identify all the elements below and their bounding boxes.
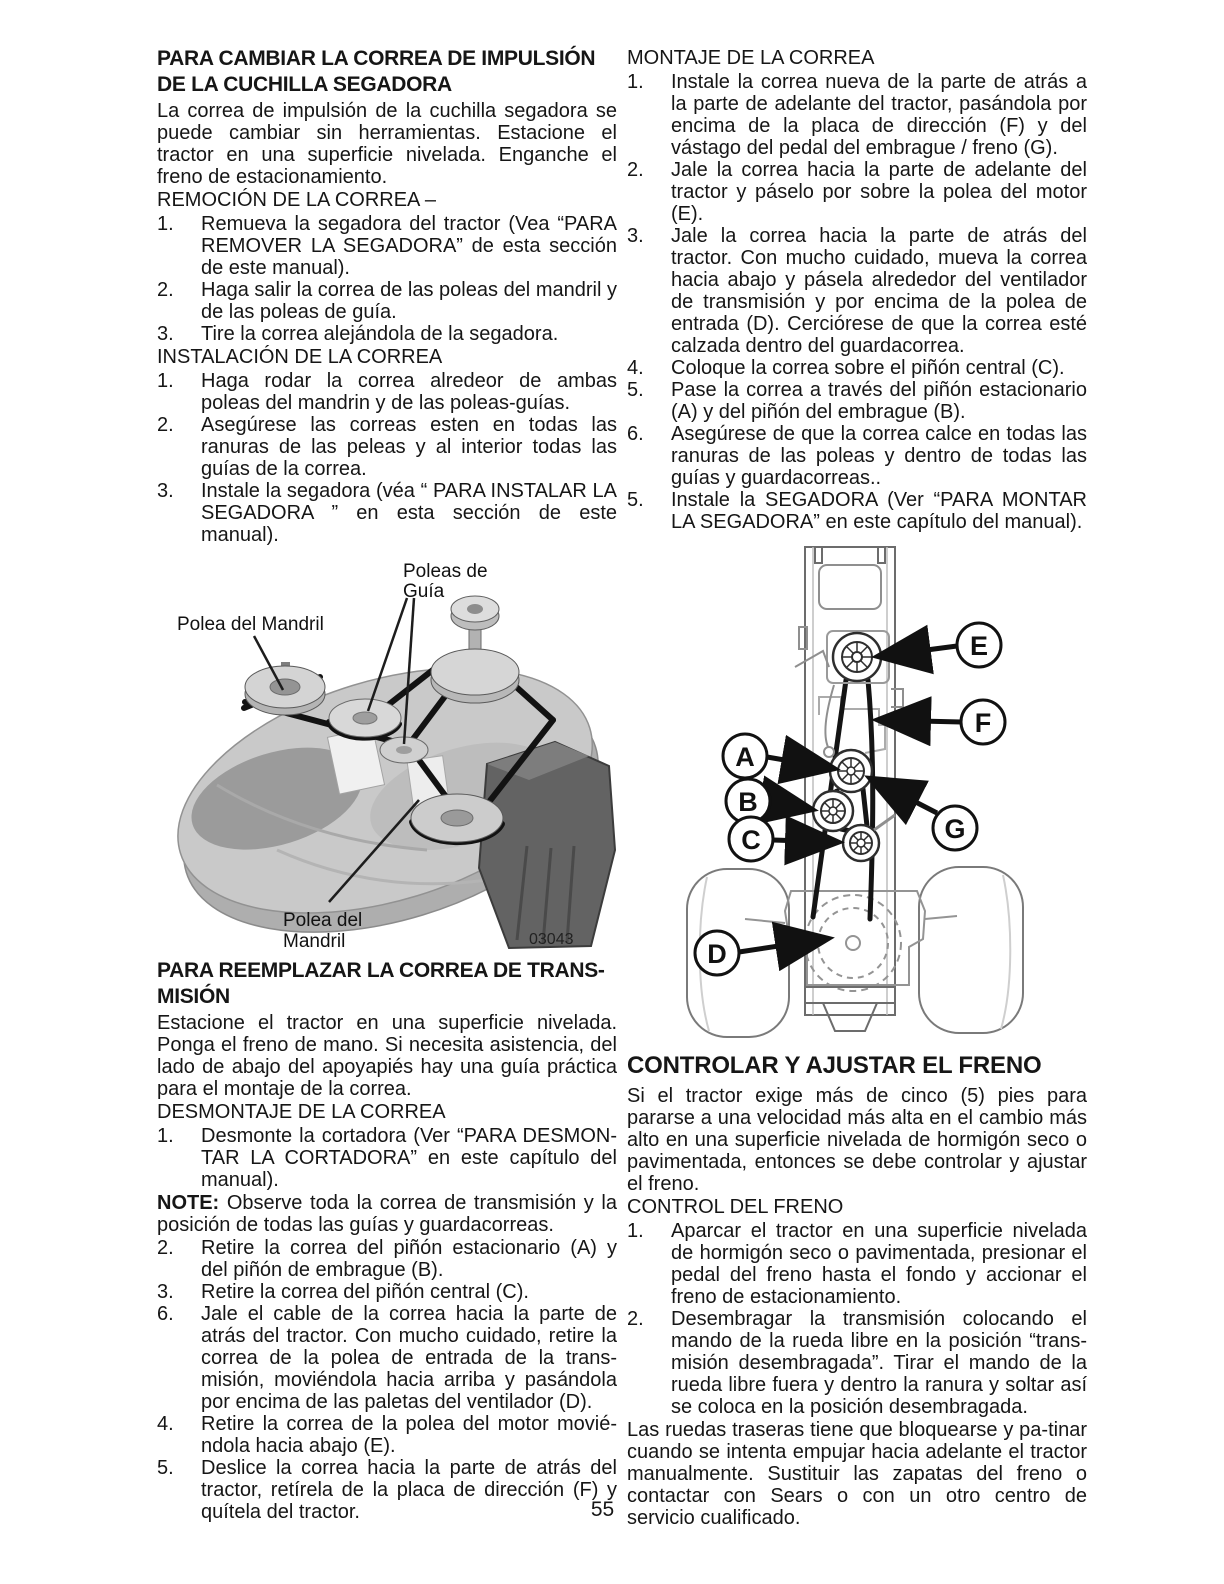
list-item-text: Jale la correa hacia la parte de atrás del tractor. Con mucho cuidado, mueva la correa hacia abajo y pásela alrededor del ventilador de transmisión y por encima de la polea de entrada (D). Cerciórese de que la correa esté calzada dentro del guardacorrea. xyxy=(671,225,1087,357)
note-label: NOTE: xyxy=(157,1192,220,1214)
label-spindle-pulley-bottom-line2: Mandril xyxy=(283,931,346,952)
list-item xyxy=(627,71,1087,159)
list-item xyxy=(627,225,1087,357)
list-item xyxy=(627,1220,1087,1308)
callout-f xyxy=(961,700,1005,744)
list-item xyxy=(157,213,617,279)
tractor-belt-illustration xyxy=(627,539,1087,1039)
list-item-text: Asegúrese de que la correa calce en todas las ranuras de las poleas y dentro de todas las guías y guardacorreas.. xyxy=(671,423,1087,489)
list-item-text: Instale la SEGADORA (Ver “PARA MONTAR LA SEGADORA” en este capítulo del manual). xyxy=(671,489,1087,533)
label-guide-pulleys-line2: Guía xyxy=(403,581,445,602)
list-item-text: Instale la segadora (véa “ PARA INSTALAR LA SEGADORA ” en esta sección de este manual). xyxy=(201,480,617,546)
paragraph-freno-closing: Las ruedas traseras tiene que bloquearse y pa-tinar cuando se intenta empujar hacia adelante el tractor manualmente. Sustituir las zapatas del freno o contactar con Sears o con un otro centro de servicio cualificado. xyxy=(627,1419,1087,1529)
list-instalacion xyxy=(157,370,617,546)
list-item-number: 2. xyxy=(627,159,644,181)
list-montaje xyxy=(627,71,1087,533)
section-heading-reemplazar-correa: PARA REEMPLAZAR LA CORREA DE TRANS-MISIÓN xyxy=(157,959,605,1008)
list-item xyxy=(157,1237,617,1281)
label-spindle-pulley-bottom-line1: Polea del xyxy=(283,910,363,931)
list-item xyxy=(157,323,617,345)
svg-text:F: F xyxy=(974,708,992,738)
list-item-number: 2. xyxy=(157,279,174,301)
idler-pulley-center xyxy=(329,699,401,737)
list-remocion xyxy=(157,213,617,345)
list-item xyxy=(157,1413,617,1457)
list-item-text: Retire la correa del piñón central (C). xyxy=(201,1281,529,1303)
callout-a xyxy=(723,734,767,778)
list-control-freno xyxy=(627,1220,1087,1418)
list-item-number: 1. xyxy=(157,213,174,235)
list-item-text: Coloque la correa sobre el piñón central (C). xyxy=(671,357,1065,379)
list-item-number: 2. xyxy=(157,1237,174,1259)
list-item xyxy=(157,1281,617,1303)
list-item-number: 3. xyxy=(157,323,174,345)
label-guide-pulleys-line1: Poleas de xyxy=(403,561,488,582)
svg-text:A: A xyxy=(735,742,755,772)
guide-pulley-assembly xyxy=(431,596,519,703)
list-item xyxy=(157,279,617,323)
subheading-instalacion: INSTALACIÓN DE LA CORREA xyxy=(157,346,443,368)
list-item-number: 3. xyxy=(157,1281,174,1303)
list-item-number: 5. xyxy=(627,489,644,511)
list-item-number: 1. xyxy=(157,1125,174,1147)
figure-code: 03043 xyxy=(529,931,574,948)
list-item xyxy=(157,1125,617,1191)
label-spindle-pulley-top: Polea del Mandril xyxy=(177,614,324,635)
list-item xyxy=(157,414,617,480)
section-heading-controlar-freno: CONTROLAR Y AJUSTAR EL FRENO xyxy=(627,1052,1042,1079)
list-item-number: 1. xyxy=(157,370,174,392)
subheading-desmontaje: DESMONTAJE DE LA CORREA xyxy=(157,1101,446,1123)
list-item-text: Retire la correa de la polea del motor movié-ndola hacia abajo (E). xyxy=(201,1413,617,1457)
list-item-text: Instale la correa nueva de la parte de atrás a la parte de adelante del tractor, pasándola por encima de la placa de dirección (F) y del vástago del pedal del embrague / freno (G). xyxy=(671,71,1087,159)
list-item-text: Asegúrese las correas esten en todas las ranuras de las peleas y al interior todas las guías de la correa. xyxy=(201,414,617,480)
list-item xyxy=(627,489,1087,533)
subheading-montaje: MONTAJE DE LA CORREA xyxy=(627,47,875,69)
spindle-pulley-left xyxy=(245,662,325,715)
svg-text:B: B xyxy=(738,787,758,817)
list-item-number: 5. xyxy=(157,1457,174,1479)
list-item-number: 3. xyxy=(157,480,174,502)
section-heading-cambiar-correa: PARA CAMBIAR LA CORREA DE IMPULSIÓN DE LA CUCHILLA SEGADORA xyxy=(157,47,596,96)
tractor-belt-figure xyxy=(627,539,1087,1039)
stationary-idler-pulley xyxy=(830,750,872,792)
svg-text:C: C xyxy=(741,825,761,855)
discharge-chute xyxy=(479,742,615,948)
page-number: 55 xyxy=(590,1498,615,1521)
list-item-text: Aparcar el tractor en una superficie nivelada de hormigón seco o pavimentada, presionar el pedal del freno hasta el fondo y accionar el freno de estacionamiento. xyxy=(671,1220,1087,1308)
list-item-text: Tire la correa alejándola de la segadora. xyxy=(201,323,559,345)
list-desmontaje-b xyxy=(157,1237,617,1523)
list-item-number: 1. xyxy=(627,1220,644,1242)
list-item-number: 2. xyxy=(157,414,174,436)
callout-c xyxy=(729,817,773,861)
left-column xyxy=(157,46,617,1529)
svg-text:E: E xyxy=(969,631,989,661)
note-text: Observe toda la correa de transmisión y la posición de todas las guías y guardacorreas. xyxy=(157,1192,617,1236)
list-item xyxy=(627,357,1087,379)
list-item-text: Haga salir la correa de las poleas del mandril y de las poleas de guía. xyxy=(201,279,617,323)
svg-text:G: G xyxy=(944,814,966,844)
clutch-idler-pulley xyxy=(813,791,853,831)
list-item-number: 4. xyxy=(627,357,644,379)
list-item xyxy=(627,159,1087,225)
mower-deck-figure xyxy=(157,550,617,952)
list-item xyxy=(627,423,1087,489)
spindle-pulley-bottom xyxy=(411,794,503,842)
list-item-number: 5. xyxy=(627,379,644,401)
paragraph-cambiar-intro: La correa de impulsión de la cuchilla segadora se puede cambiar sin herramientas. Estacione el tractor en una superficie nivelada. Enganche el freno de estacionamiento. xyxy=(157,100,617,188)
list-item-number: 4. xyxy=(157,1413,174,1435)
list-item-number: 1. xyxy=(627,71,644,93)
mower-deck-illustration xyxy=(157,550,617,952)
list-item xyxy=(157,370,617,414)
callout-g xyxy=(933,806,977,850)
list-item xyxy=(157,1303,617,1413)
list-item xyxy=(157,480,617,546)
list-item-text: Remueva la segadora del tractor (Vea “PARA REMOVER LA SEGADORA” de esta sección de este manual). xyxy=(201,213,617,279)
list-item-text: Pase la correa a través del piñón estacionario (A) y del piñón del embrague (B). xyxy=(671,379,1087,423)
subheading-control-freno: CONTROL DEL FRENO xyxy=(627,1196,844,1218)
list-item-number: 2. xyxy=(627,1308,644,1330)
svg-text:D: D xyxy=(707,939,727,969)
list-item-text: Jale el cable de la correa hacia la parte de atrás del tractor. Con mucho cuidado, retire la correa de la polea de entrada de la trans-misión, moviéndola hacia arriba y pasándola por encima de las paletas del ventilador (D). xyxy=(201,1303,617,1413)
list-item-text: Deslice la correa hacia la parte de atrás del tractor, retírela de la placa de dirección (F) y quítela del tractor. xyxy=(201,1457,617,1523)
subheading-remocion: REMOCIÓN DE LA CORREA – xyxy=(157,189,436,211)
paragraph-reemplazar-intro: Estacione el tractor en una superficie nivelada. Ponga el freno de mano. Si necesita asistencia, del lado de abajo del apoyapiés hay una guía práctica para el montaje de la correa. xyxy=(157,1012,617,1100)
list-item xyxy=(627,379,1087,423)
list-item-text: Haga rodar la correa alredeor de ambas poleas del mandrin y de las poleas-guías. xyxy=(201,370,617,414)
list-item-text: Desembragar la transmisión colocando el mando de la rueda libre en la posición “trans-misión desembragada”. Tirar el mando de la rueda libre fuera y dentro la ranura y soltar así se coloca en la posición desembragada. xyxy=(671,1308,1087,1418)
list-desmontaje-a xyxy=(157,1125,617,1191)
list-item-number: 6. xyxy=(627,423,644,445)
list-item-text: Jale la correa hacia la parte de adelante del tractor y páselo por sobre la polea del motor (E). xyxy=(671,159,1087,225)
note-paragraph xyxy=(157,1192,617,1236)
list-item xyxy=(627,1308,1087,1418)
list-item-text: Retire la correa del piñón estacionario (A) y del piñón de embrague (B). xyxy=(201,1237,617,1281)
right-column xyxy=(627,46,1087,1529)
list-item-text: Desmonte la cortadora (Ver “PARA DESMON-TAR LA CORTADORA” en este capítulo del manual). xyxy=(201,1125,617,1191)
list-item-number: 3. xyxy=(627,225,644,247)
callout-e xyxy=(957,623,1001,667)
list-item-number: 6. xyxy=(157,1303,174,1325)
rear-wheel-right xyxy=(919,867,1023,1033)
paragraph-freno-intro: Si el tractor exige más de cinco (5) pies para pararse a una velocidad más alta en el cambio más alto en una superficie nivelada de hormigón seco o pavimentada, entonces se debe controlar y ajustar el freno. xyxy=(627,1085,1087,1195)
callout-d xyxy=(695,931,739,975)
